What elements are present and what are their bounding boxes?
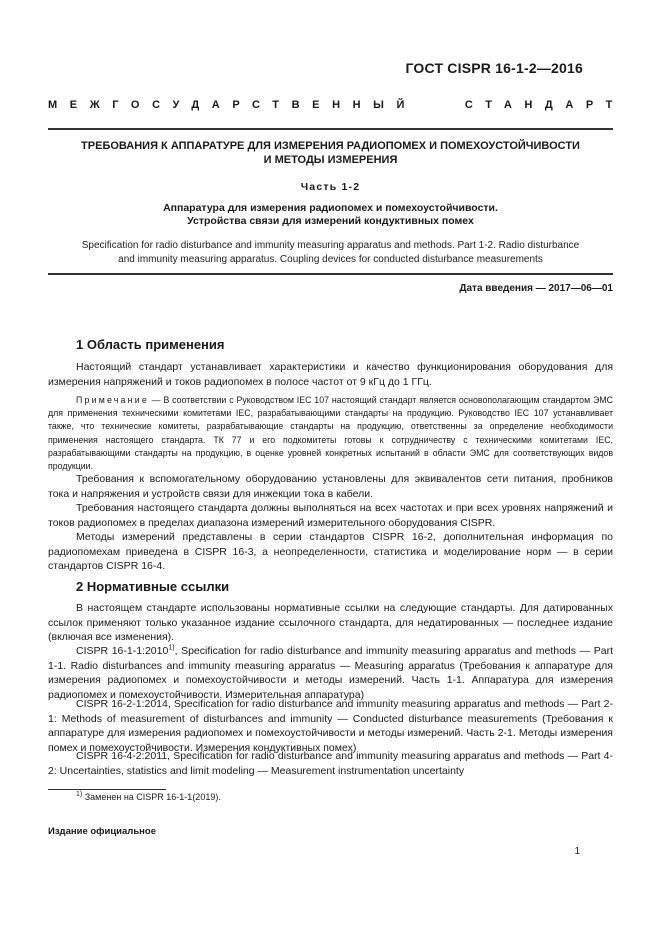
subtitle-line-2: Устройства связи для измерений кондуктивных помех	[187, 215, 474, 227]
english-title-line-2: and immunity measuring apparatus. Coupling devices for conducted disturbance measurements	[118, 254, 543, 265]
section-2-paragraph-1: В настоящем стандарте использованы нормативные ссылки на следующие стандарты. Для датированных ссылок применяют только указанное издание ссылочного стандарта, для недатированных — последнее издание (включая все изменения).	[48, 602, 613, 643]
standard-word: СТАНДАРТ	[464, 99, 625, 111]
english-title	[48, 239, 613, 267]
reference-1-id: CISPR 16-1-1:2010	[76, 645, 169, 657]
part-label: Часть 1-2	[300, 181, 361, 193]
standard-number: ГОСТ CISPR 16-1-2—2016	[405, 60, 583, 76]
reference-cispr-16-4-2: CISPR 16-4-2:2011, Specification for radio disturbance and immunity measuring apparatus and methods — Part 4-2: Uncertainties, statistics and limit modeling — Measurement instrumentation uncertainty	[48, 750, 613, 777]
section-1-paragraph-2: Требования к вспомогательному оборудованию установлены для эквивалентов сети питания, пробников тока и напряжения и устройств связи для инжекции тока в кабели.	[48, 473, 613, 500]
official-edition-label: Издание официальное	[48, 826, 156, 837]
introduction-date: Дата введения — 2017—06—01	[459, 283, 613, 294]
interstate-word: МЕЖГОСУДАРСТВЕННЫЙ	[48, 99, 418, 111]
footnote-text: Заменен на CISPR 16-1-1(2019).	[82, 792, 221, 802]
reference-cispr-16-2-1: CISPR 16-2-1:2014, Specification for radio disturbance and immunity measuring apparatus and methods — Part 2-1: Methods of measurement of disturbances and immunity — Conducted disturbance measurements (Требования к аппаратуре для измерения радиопомех и помехоустойчивости и методы измерений. Часть 2-1. Методы измерения помех и помехоустойчивости. Измерения кондуктивных помех)	[48, 698, 613, 754]
reference-1-text: , Specification for radio disturbance and immunity measuring apparatus and methods — Part 1-1. Radio disturbances and immunity measuring apparatus — Measuring apparatus (Требования к аппаратуре для измерения радиопомех и помехоустойчивости и методы измерений. Часть 1-1. Аппаратура для измерения радиопомех и помехоустойчивости. Измерительная аппаратура)	[48, 645, 613, 701]
document-title	[48, 139, 613, 167]
note-text: — В соответствии с Руководством IEC 107 настоящий стандарт является основополагающим стандартом ЭМС для применения техническими комитетами IEC, разрабатывающими стандарты на продукцию. Руководство IEC 107 устанавливает также, что технические комитеты, разрабатывающие стандарты на продукцию, ответственны за определение необходимости применения настоящего стандарта. ТК 77 и его подкомитеты готовы к сотрудничеству с техническими комитетами IEC, разрабатывающими стандарты на продукцию, в оценке уровней конкретных испытаний в области ЭМС для соответствующих видов продукции.	[48, 395, 613, 472]
section-1-heading: 1 Область применения	[76, 337, 225, 352]
section-2-heading: 2 Нормативные ссылки	[76, 579, 230, 594]
subtitle-line-1: Аппаратура для измерения радиопомех и помехоустойчивости.	[163, 202, 498, 214]
title-rule	[48, 273, 613, 275]
note-label: Примечание	[76, 395, 149, 405]
title-line-2: И МЕТОДЫ ИЗМЕРЕНИЯ	[263, 154, 398, 166]
section-1-paragraph-3: Требования настоящего стандарта должны выполняться на всех частотах и при всех уровнях напряжений и токов радиопомех в пределах диапазона измерений измерительного оборудования CISPR.	[48, 502, 613, 529]
reference-cispr-16-1-1	[48, 644, 613, 702]
footnote-rule	[48, 789, 166, 790]
header-rule	[48, 128, 613, 130]
section-1-note	[48, 394, 613, 473]
section-1-paragraph-4: Методы измерений представлены в серии стандартов CISPR 16-2, дополнительная информация по радиопомехам приведена в CISPR 16-3, а неопределенности, статистика и моделирование норм — в серии стандартов CISPR 16-4.	[48, 531, 613, 572]
document-subtitle	[48, 202, 613, 228]
footnote-marker: 1)	[168, 644, 175, 652]
section-1-paragraph-1: Настоящий стандарт устанавливает характеристики и качество функционирования оборудования для измерения напряжений и токов радиопомех в полосе частот от 9 кГц до 1 ГГц.	[48, 361, 613, 388]
footnote-number: 1)	[76, 791, 83, 798]
title-line-1: ТРЕБОВАНИЯ К АППАРАТУРЕ ДЛЯ ИЗМЕРЕНИЯ РАДИОПОМЕХ И ПОМЕХОУСТОЙЧИВОСТИ	[81, 140, 580, 152]
footnote	[76, 792, 221, 802]
english-title-line-1: Specification for radio disturbance and immunity measuring apparatus and methods. Part 1-2. Radio disturbance	[81, 240, 580, 251]
page-number: 1	[574, 846, 580, 857]
